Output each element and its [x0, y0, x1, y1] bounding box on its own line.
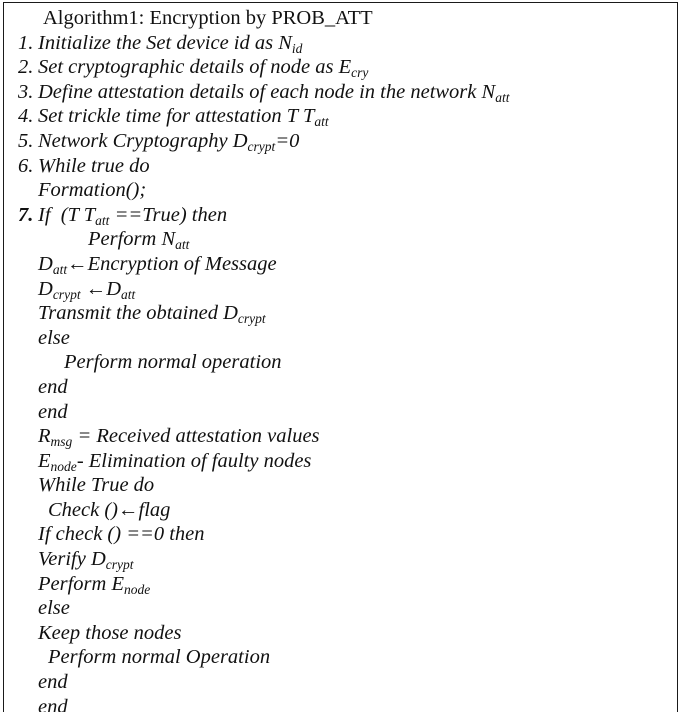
algorithm-line-text: While True do	[38, 474, 155, 497]
algorithm-line-text: E	[38, 449, 51, 472]
algorithm-line	[4, 301, 679, 326]
algorithm-line-text: Perform E	[38, 572, 124, 595]
algorithm-line-text: Verify D	[38, 548, 106, 571]
algorithm-subscript: id	[291, 40, 303, 56]
algorithm-line-text: D	[38, 277, 53, 300]
algorithm-subscript: node	[50, 458, 77, 474]
algorithm-line	[4, 695, 679, 712]
algorithm-subscript: att	[314, 114, 329, 130]
algorithm-line-text: Formation();	[38, 179, 147, 202]
algorithm-subscript: att	[52, 261, 68, 277]
algorithm-subscript: cry	[351, 64, 369, 80]
algorithm-line	[4, 227, 679, 252]
algorithm-line-tail: =0	[275, 129, 300, 152]
algorithm-subscript: att	[175, 237, 190, 253]
algorithm-line-text: end	[38, 671, 68, 694]
algorithm-line-tail: - Elimination of faulty nodes	[76, 449, 312, 472]
algorithm-line-text: Network Cryptography D	[38, 129, 248, 152]
algorithm-line	[4, 670, 679, 695]
algorithm-line	[4, 621, 679, 646]
algorithm-line-text: Perform normal Operation	[48, 646, 271, 669]
algorithm-line	[4, 572, 679, 597]
algorithm-line	[4, 424, 679, 449]
algorithm-line	[4, 104, 679, 129]
algorithm-step-list	[4, 31, 679, 712]
algorithm-line	[4, 522, 679, 547]
algorithm-line	[4, 498, 679, 523]
algorithm-line-number: 3.	[18, 80, 34, 103]
algorithm-line	[4, 596, 679, 621]
algorithm-subscript: crypt	[237, 310, 266, 326]
algorithm-line-text: else	[38, 326, 70, 349]
algorithm-line-number: 5.	[18, 129, 34, 152]
algorithm-line-number: 2.	[18, 56, 34, 79]
algorithm-line-text: Initialize the Set device id as N	[38, 31, 292, 54]
algorithm-line	[4, 547, 679, 572]
algorithm-line-tail: ==True) then	[109, 203, 228, 226]
algorithm-line-text: If (T T	[38, 203, 96, 226]
algorithm-subscript: crypt	[105, 556, 134, 572]
algorithm-line-number: 7.	[18, 203, 34, 226]
algorithm-line-number: 6.	[18, 154, 34, 177]
algorithm-line-text: R	[38, 425, 51, 448]
algorithm-subscript: node	[123, 581, 151, 597]
algorithm-line	[4, 473, 679, 498]
algorithm-line	[4, 400, 679, 425]
algorithm-line	[4, 645, 679, 670]
algorithm-subscript: crypt	[52, 286, 81, 302]
algorithm-line-number: 4.	[18, 105, 34, 128]
algorithm-line	[4, 31, 679, 56]
algorithm-line	[4, 449, 679, 474]
algorithm-line-text: Transmit the obtained D	[38, 302, 238, 325]
algorithm-line-text: Perform normal operation	[64, 351, 282, 374]
algorithm-border-box	[3, 2, 678, 712]
algorithm-line-text: D	[38, 252, 53, 275]
algorithm-line-text: Keep those nodes	[38, 621, 182, 644]
algorithm-line-text: If check () ==0 then	[38, 523, 205, 546]
algorithm-line-text: end	[38, 695, 68, 712]
algorithm-subscript: crypt	[247, 138, 276, 154]
algorithm-line	[4, 350, 679, 375]
algorithm-line	[4, 252, 679, 277]
algorithm-line-text: Perform N	[88, 228, 176, 251]
algorithm-line-text: While true do	[38, 154, 150, 177]
algorithm-line-text: end	[38, 400, 68, 423]
algorithm-line-text: else	[38, 597, 70, 620]
algorithm-line	[4, 154, 679, 179]
algorithm-line	[4, 326, 679, 351]
algorithm-subscript: msg	[50, 433, 73, 449]
algorithm-line-text: end	[38, 375, 68, 398]
algorithm-line	[4, 129, 679, 154]
algorithm-line-text: Check ()←flag	[48, 498, 171, 521]
algorithm-title: Algorithm1: Encryption by PROB_ATT	[43, 7, 373, 29]
algorithm-line	[4, 203, 679, 228]
algorithm-line	[4, 375, 679, 400]
algorithm-line-text: Set cryptographic details of node as E	[38, 56, 352, 79]
algorithm-line-tail: = Received attestation values	[72, 425, 320, 448]
algorithm-line-text: Set trickle time for attestation T T	[38, 105, 315, 128]
algorithm-line-text: Define attestation details of each node in the network N	[38, 80, 496, 103]
algorithm-line	[4, 178, 679, 203]
algorithm-subscript: att	[95, 212, 110, 228]
algorithm-line	[4, 277, 679, 302]
algorithm-line-tail: ←Encryption of Message	[67, 252, 277, 275]
algorithm-subscript: att	[495, 89, 510, 105]
algorithm-subscript: att	[121, 286, 136, 302]
algorithm-line	[4, 80, 679, 105]
algorithm-body	[4, 3, 679, 712]
algorithm-line-number: 1.	[18, 31, 34, 54]
algorithm-line	[4, 55, 679, 80]
algorithm-line-tail: ←D	[80, 277, 122, 300]
